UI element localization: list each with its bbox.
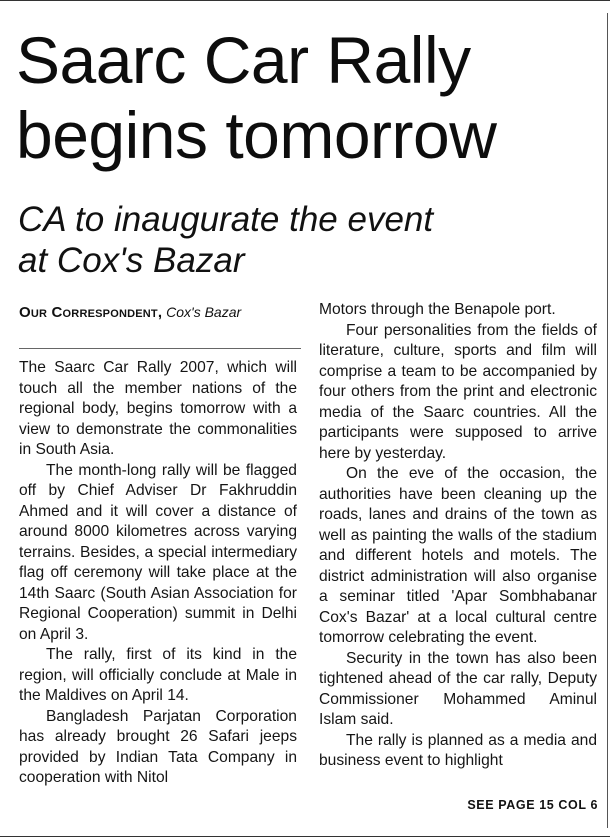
subheadline-line-1: CA to inaugurate the event (18, 200, 434, 239)
paragraph: The month-long rally will be flagged off by Chief Adviser Dr Fakhruddin Ahmed and it will cover a distance of around 8000 kilometres across varying terrains. Besides, a special intermediary flag off ceremony will take place at the 14th Saarc (South Asian Association for Regional Cooperation) summit in Delhi on April 3. (19, 461, 297, 643)
article-column-2 (319, 300, 597, 772)
byline-name: Our Correspondent, (19, 304, 163, 321)
byline-location: Cox's Bazar (166, 304, 242, 320)
paragraph: Four personalities from the fields of literature, culture, sports and film will comprise a team to be accompanied by four others from the print and electronic media of the Saarc countries. All the participants were supposed to arrive here by yesterday. (319, 321, 597, 462)
byline (19, 303, 301, 322)
paragraph: On the eve of the occasion, the authorities have been cleaning up the roads, lanes and drains of the town as well as painting the walls of the stadium and different hotels and motels. The district administration will also organise a seminar titled 'Apar Sombhabanar Cox's Bazar' at a local cultural centre tomorrow celebrating the event. (319, 465, 597, 646)
byline-divider (19, 348, 301, 349)
paragraph: Bangladesh Parjatan Corporation has already brought 26 Safari jeeps provided by Indian Tata Company in cooperation with Nitol (19, 707, 297, 786)
headline (16, 23, 601, 173)
subheadline (18, 199, 603, 281)
paragraph: Motors through the Benapole port. (319, 301, 556, 318)
paragraph: Security in the town has also been tightened ahead of the car rally, Deputy Commissioner Mohammed Aminul Islam said. (319, 649, 597, 728)
paragraph: The rally, first of its kind in the region, will officially conclude at Male in the Maldives on April 14. (19, 646, 297, 704)
continuation-note: SEE PAGE 15 COL 6 (467, 798, 598, 812)
headline-line-2: begins tomorrow (16, 98, 497, 172)
paragraph: The rally is planned as a media and business event to highlight (319, 731, 597, 769)
article-column-1 (19, 358, 297, 789)
headline-line-1: Saarc Car Rally (16, 23, 471, 97)
column-divider (607, 13, 608, 828)
subheadline-line-2: at Cox's Bazar (18, 241, 245, 280)
paragraph: The Saarc Car Rally 2007, which will touch all the member nations of the regional body, begins tomorrow with a view to demonstrate the commonalities in South Asia. (19, 359, 297, 458)
